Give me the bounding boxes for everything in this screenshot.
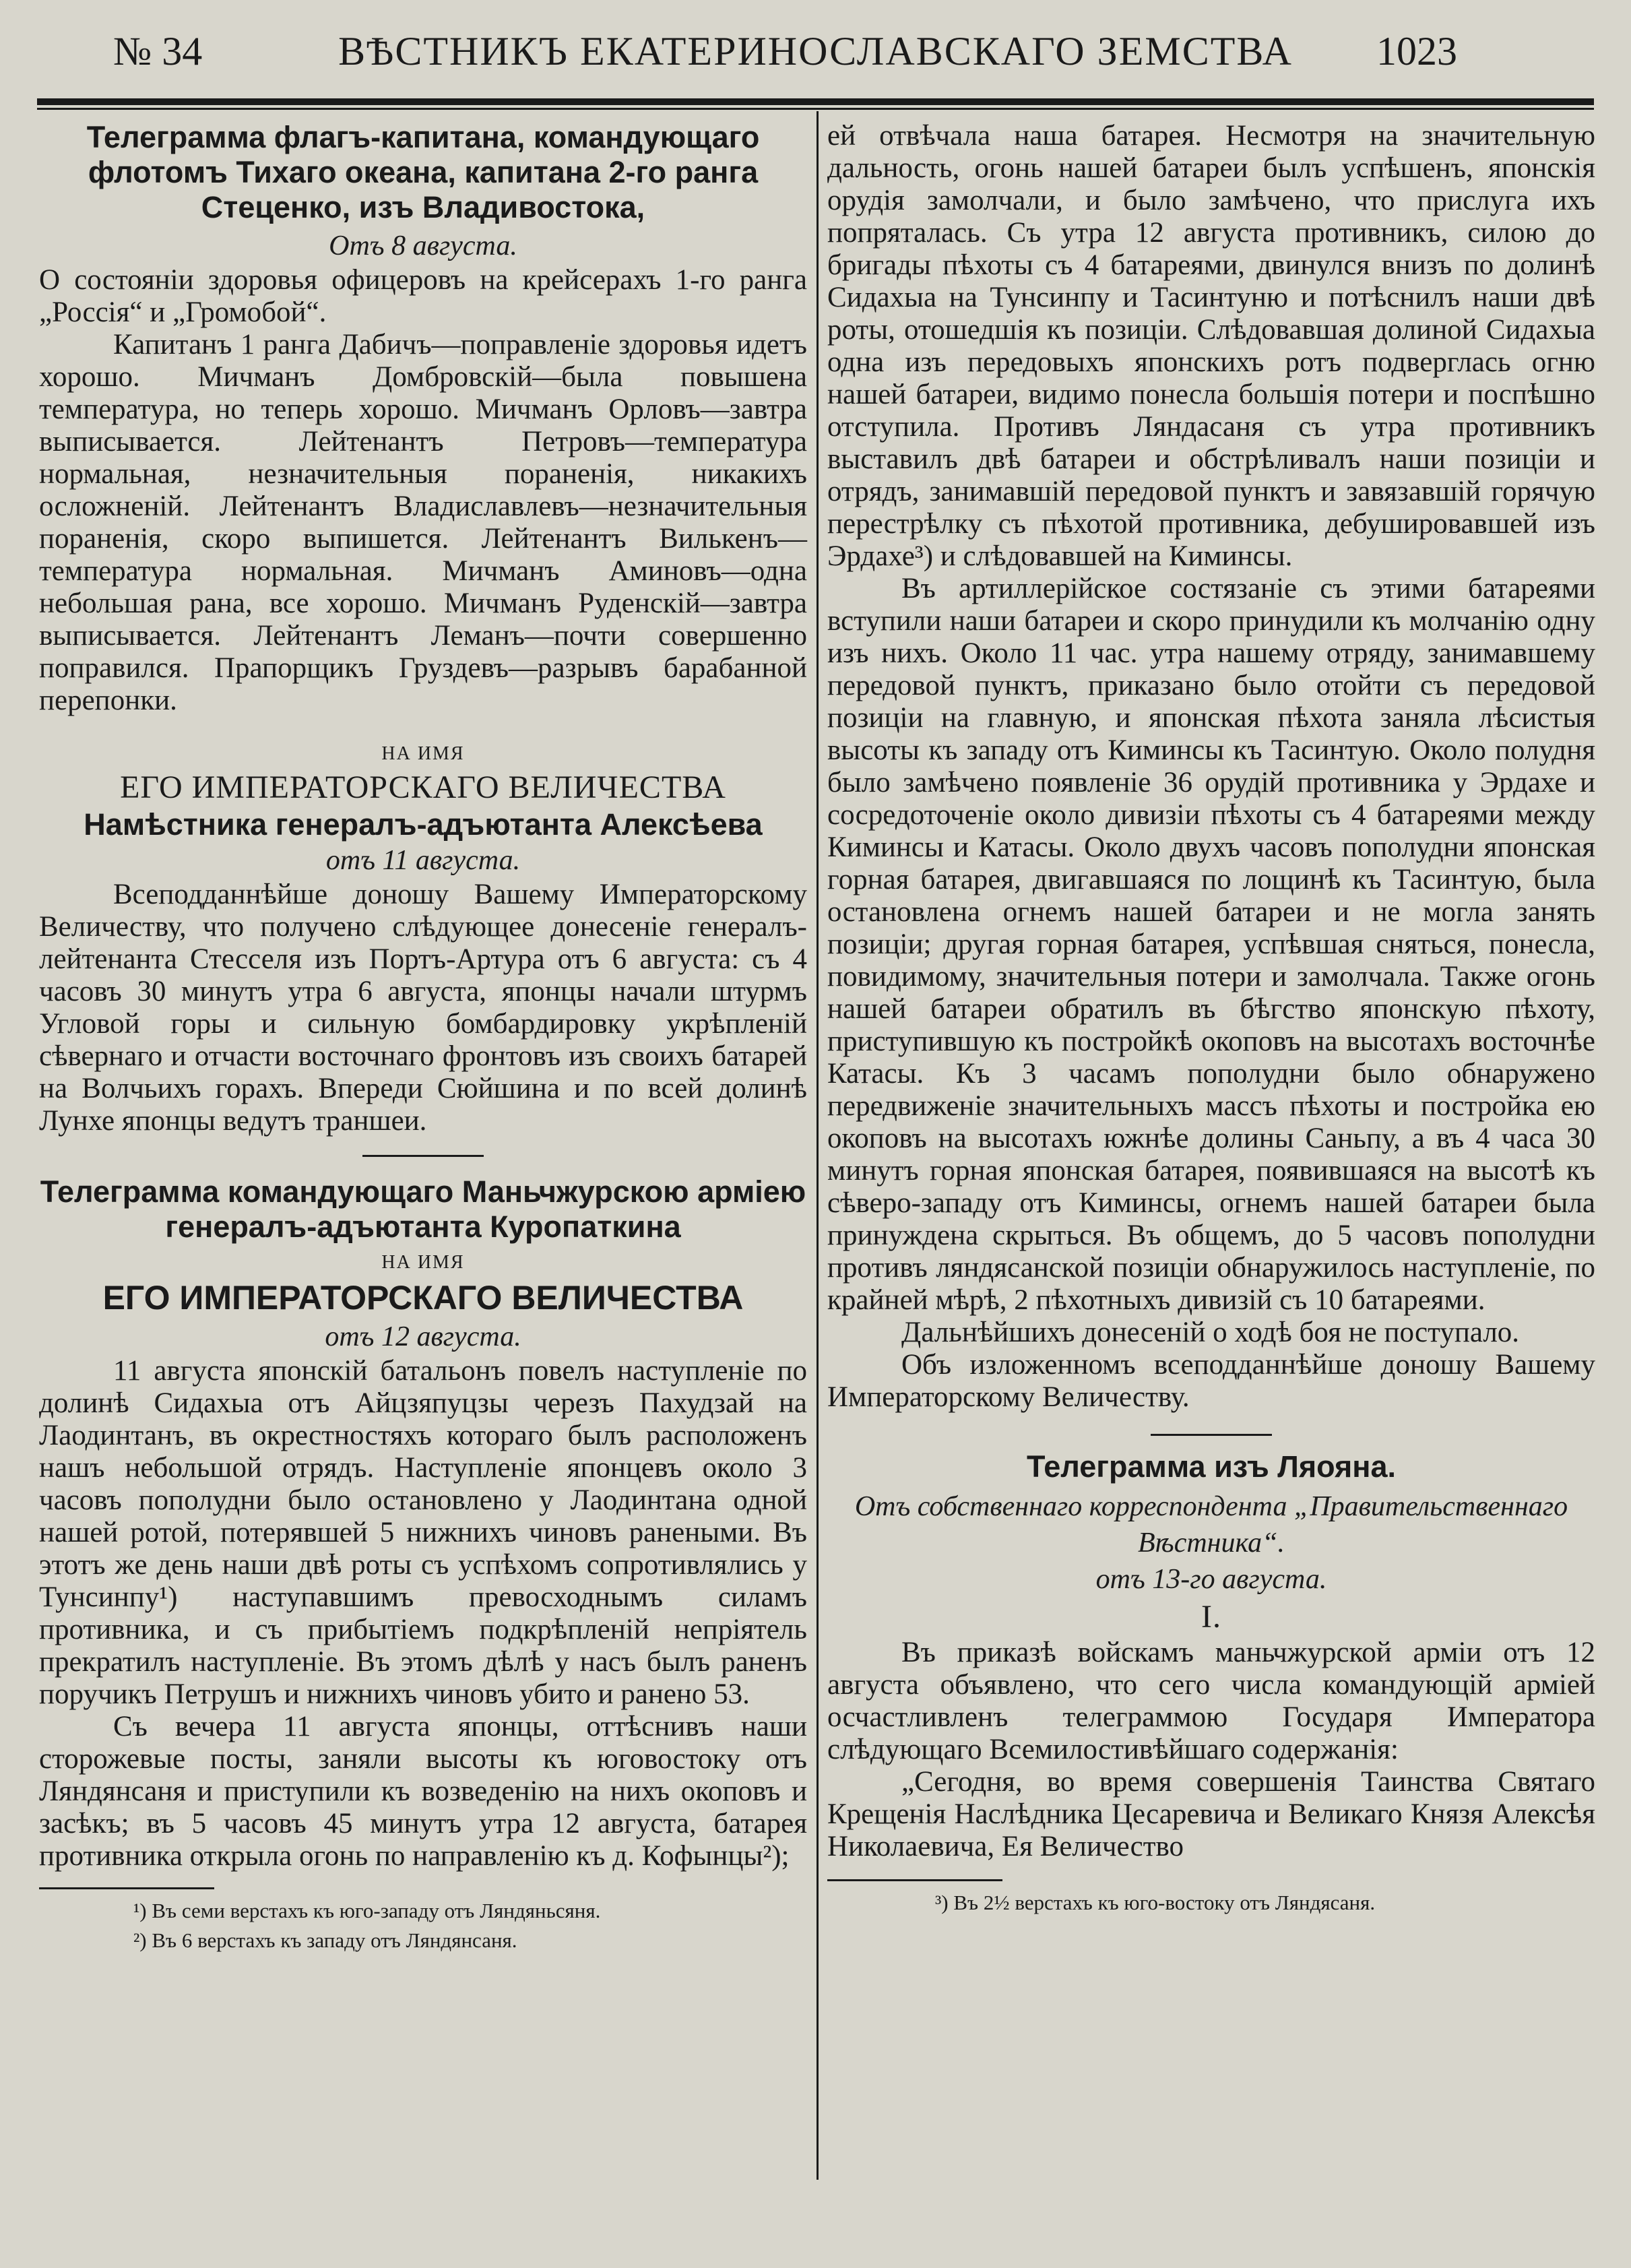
issue-number: № 34 bbox=[113, 29, 203, 73]
footnote-1: ¹) Въ семи верстахъ къ юго-западу отъ Ляндяньсяня. bbox=[133, 1899, 601, 1922]
footnote-rule-right bbox=[827, 1879, 1002, 1881]
telegram-4-date: отъ 13-го августа. bbox=[1095, 1564, 1327, 1595]
telegram-4-body-1: Въ приказѣ войскамъ маньчжурской армiи отъ 12 августа объявлено, что сего числа командующiй армiей осчастливленъ телеграммою Государя Императора слѣдующаго Всемилостивѣйшаго содержанiя: bbox=[827, 1637, 1595, 1765]
telegram-4-title: Телеграмма изъ Ляояна. bbox=[1027, 1449, 1396, 1484]
telegram-4-body-2: „Сегодня, во время совершенiя Таинства Святаго Крещенiя Наслѣдника Цесаревича и Великаго Князя Алексѣя Николаевича, Ея Величество bbox=[827, 1766, 1595, 1862]
section-separator-right bbox=[1151, 1434, 1272, 1436]
header-rule-thin bbox=[37, 108, 1594, 110]
header-rule-thick bbox=[37, 98, 1594, 105]
footnote-2: ²) Въ 6 верстахъ къ западу отъ Ляндянсаня. bbox=[133, 1928, 517, 1952]
telegram-2-date: отъ 11 августа. bbox=[325, 845, 521, 876]
telegram-3-continuation-1: ей отвѣчала наша батарея. Несмотря на значительную дальность, огонь нашей батареи былъ успѣшенъ, японскiя орудiя замолчали, и было замѣчено, что прислуга ихъ попряталась. Съ утра 12 августа противникъ, силою до бригады пѣхоты съ 4 батареями, двинулся внизъ по долинѣ Сидахыа на Тунсинпу и Тасинтуню и потѣснилъ наши двѣ роты, отошедшiя къ позицiи. Слѣдовавшая долиной Сидахыа одна изъ передовыхъ японскихъ ротъ подверглась огню нашей батареи, видимо понесла большiя потери и поспѣшно отступила. Противъ Ляндасаня съ утра противникъ выставилъ двѣ батареи и обстрѣливалъ наши позицiи и отрядъ, занимавшiй передовой пунктъ и завязавшiй горячую перестрѣлку съ пѣхотой противника, дебушировавшей изъ Эрдахе³) и слѣдовавшей на Киминсы. bbox=[827, 120, 1595, 572]
telegram-3-continuation-4: Объ изложенномъ всеподданнѣйше доношу Вашему Императорскому Величеству. bbox=[827, 1349, 1595, 1413]
telegram-2-addressee: ЕГО ИМПЕРАТОРСКАГО ВЕЛИЧЕСТВА bbox=[120, 769, 726, 805]
telegram-4-subtitle: Отъ собственнаго корреспондента „Правительственнаго Вѣстника“. bbox=[854, 1491, 1568, 1558]
section-separator bbox=[362, 1155, 484, 1157]
telegram-3-addressee: ЕГО ИМПЕРАТОРСКАГО ВЕЛИЧЕСТВА bbox=[102, 1279, 744, 1317]
telegram-3-addressee-prefix: НА ИМЯ bbox=[381, 1252, 465, 1273]
telegram-1-date: Отъ 8 августа. bbox=[329, 230, 517, 261]
telegram-3-continuation-3: Дальнѣйшихъ донесенiй о ходѣ боя не поступало. bbox=[901, 1317, 1520, 1348]
left-column bbox=[39, 120, 807, 1955]
telegram-3-body-2: Съ вечера 11 августа японцы, оттѣснивъ наши сторожевые посты, заняли высоты къ юговостоку отъ Ляндянсаня и приступили къ возведенiю на нихъ окоповъ и засѣкъ; въ 5 часовъ 45 минутъ утра 12 августа, батарея противника открыла огонь по направленiю къ д. Кофынцы²); bbox=[39, 1711, 807, 1872]
periodical-title: ВѢСТНИКЪ ЕКАТЕРИНОСЛАВСКАГО ЗЕМСТВА bbox=[338, 29, 1293, 73]
telegram-2-addressee-prefix: НА ИМЯ bbox=[381, 743, 465, 764]
footnote-3: ³) Въ 2½ верстахъ къ юго-востоку отъ Ляндясаня. bbox=[935, 1891, 1376, 1914]
telegram-3-body-1: 11 августа японскiй батальонъ повелъ наступленiе по долинѣ Сидахыа отъ Айцзяпуцзы черезъ Пахудзай на Лаодинтанъ, въ окрестностяхъ котораго былъ расположенъ нашъ небольшой отрядъ. Наступленiе японцевъ около 3 часовъ пополудни было остановлено у Лаодинтана одной нашей ротой, потерявшей 5 нижнихъ чиновъ ранеными. Въ этотъ же день наши двѣ роты съ успѣхомъ сопротивлялись у Тунсинпу¹) наступавшимъ превосходнымъ силамъ противника, и съ прибытiемъ подкрѣпленiй непрiятель прекратилъ наступленiе. Въ этомъ дѣлѣ у насъ былъ раненъ поручикъ Петрушъ и нижнихъ чиновъ убито и ранено 53. bbox=[39, 1355, 807, 1710]
telegram-3-title: Телеграмма командующаго Маньчжурскою армiею генералъ-адъютанта Куропаткина bbox=[40, 1174, 806, 1244]
footnote-rule-left bbox=[39, 1887, 214, 1889]
telegram-2-body: Всеподданнѣйше доношу Вашему Императорскому Величеству, что получено слѣдующее донесенiе генералъ-лейтенанта Стесселя изъ Портъ-Артура отъ 6 августа: съ 4 часовъ 30 минутъ утра 6 августа, японцы начали штурмъ Угловой горы и сильную бомбардировку укрѣпленiй сѣвернаго и отчасти восточнаго фронтовъ изъ своихъ батарей на Волчьихъ горахъ. Впереди Сюйшина и по всей долинѣ Лунхе японцы ведутъ траншеи. bbox=[39, 879, 807, 1137]
column-divider bbox=[817, 111, 819, 2180]
page-number: 1023 bbox=[1376, 29, 1457, 73]
telegram-1-title: Телеграмма флагъ-капитана, командующаго флотомъ Тихаго океана, капитана 2-го ранга Стеценко, изъ Владивостока, bbox=[86, 120, 760, 224]
telegram-4-section-number: I. bbox=[1201, 1599, 1221, 1635]
telegram-3-continuation-2: Въ артиллерiйское состязанiе съ этими батареями вступили наши батареи и скоро принудили къ молчанiю одну изъ нихъ. Около 11 час. утра нашему отряду, занимавшему передовой пунктъ, приказано было отойти съ передовой позицiи на главную, и японская пѣхота заняла лѣсистыя высоты къ западу отъ Киминсы къ Тасинтую. Около полудня было замѣчено появленiе 36 орудiй противника у Эрдахе и сосредоточенiе около дивизiи пѣхоты съ 4 батареями между Киминсы и Катасы. Около двухъ часовъ пополудни японская горная батарея, двигавшаяся по лощинѣ къ Тасинтую, была остановлена огнемъ нашей батареи и не могла занять позицiи; другая горная батарея, успѣвшая сняться, понесла, повидимому, значительныя потери и замолчала. Также огонь нашей батареи обратилъ въ бѣгство японскую пѣхоту, приступившую къ постройкѣ окоповъ на высотахъ восточнѣе Катасы. Къ 3 часамъ пополудни было обнаружено передвиженiе значительныхъ массъ пѣхоты и постройка ею окоповъ на высотахъ южнѣе долины Саньпу, а въ 4 часа 30 минутъ горная японская батарея, появившаяся на высотѣ къ сѣверо-западу отъ Киминсы, огнемъ нашей батареи была принуждена скрыться. Въ общемъ, до 5 часовъ пополудни противъ ляндясанской позицiи обнаружилось наступленiе, по крайней мѣрѣ, 2 пѣхотныхъ дивизiй съ 10 батареями. bbox=[827, 573, 1595, 1316]
right-column bbox=[827, 120, 1595, 1918]
telegram-1-body: Капитанъ 1 ранга Дабичъ—поправленiе здоровья идетъ хорошо. Мичманъ Домбровскiй—была повышена температура, но теперь хорошо. Мичманъ Орловъ—завтра выписывается. Лейтенантъ Петровъ—температура нормальная, незначительныя пораненiя, никакихъ осложненiй. Лейтенантъ Владиславлевъ—незначительныя пораненiя, скоро выпишется. Лейтенантъ Вилькенъ—температура нормальная. Мичманъ Аминовъ—одна небольшая рана, все хорошо. Мичманъ Руденскiй—завтра выписывается. Лейтенантъ Леманъ—почти совершенно поправился. Прапорщикъ Груздевъ—разрывъ барабанной перепонки. bbox=[39, 329, 807, 716]
telegram-1-intro: О состоянiи здоровья офицеровъ на крейсерахъ 1-го ранга „Россiя“ и „Громобой“. bbox=[39, 264, 807, 328]
telegram-2-sender: Намѣстника генералъ-адъютанта Алексѣева bbox=[84, 807, 763, 842]
page-header bbox=[39, 24, 1592, 78]
telegram-3-date: отъ 12 августа. bbox=[325, 1321, 521, 1352]
